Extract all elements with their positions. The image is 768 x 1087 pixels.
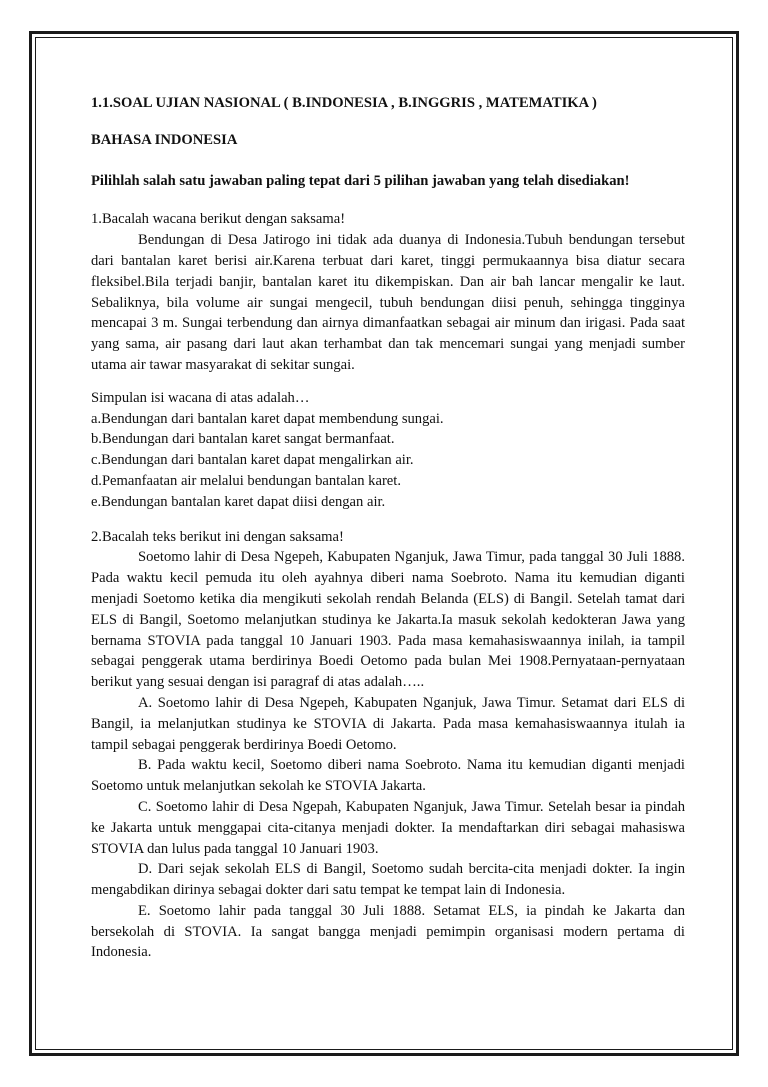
option-D: D. Dari sejak sekolah ELS di Bangil, Soetomo sudah bercita-cita menjadi dokter. Ia ingin mengabdikan dirinya sebagai dokter dari satu tempat ke tempat lain di Indonesia. xyxy=(91,861,685,899)
question-1 xyxy=(91,209,685,512)
option-e: e.Bendungan bantalan karet dapat diisi dengan air. xyxy=(91,493,386,510)
option-B: B. Pada waktu kecil, Soetomo diberi nama Soebroto. Nama itu kemudian diganti menjadi Soetomo untuk melanjutkan sekolah ke STOVIA Jakarta. xyxy=(91,757,685,795)
question-1-choices xyxy=(91,388,685,513)
question-2-passage: Soetomo lahir di Desa Ngepeh, Kabupaten Nganjuk, Jawa Timur, pada tanggal 30 Juli 1888. Pada waktu kecil pemuda itu oleh ayahnya diberi nama Soebroto. Nama itu kemudian diganti menjadi Soetomo ketika dia mengikuti sekolah rendah Belanda (ELS) di Bangil. Setelah tamat dari ELS di Bangil, Soetomo melanjutkan studinya ke Jakarta.Ia masuk sekolah kedokteran Jawa yang bernama STOVIA pada tanggal 10 Januari 1903. Pada masa kemahasiswaannya inilah, ia tampil sebagai penggerak utama berdirinya Boedi Oetomo pada bulan Mei 1908.Pernyataan-pernyataan berikut yang sesuai dengan isi paragraf di atas adalah….. xyxy=(91,549,685,691)
question-2-prompt: 2.Bacalah teks berikut ini dengan saksama! xyxy=(91,528,344,545)
question-1-passage: Bendungan di Desa Jatirogo ini tidak ada duanya di Indonesia.Tubuh bendungan tersebut dari bantalan karet berisi air.Karena terbuat dari karet, tinggi permukaannya bisa diatur secara fleksibel.Bila terjadi banjir, bantalan karet itu dikempiskan. Dan air bah lancar mengalir ke laut. Sebaliknya, bila volume air sungai mengecil, tubuh bendungan diisi penuh, sehingga tingginya mencapai 3 m. Sungai terbendung dan airnya dimanfaatkan sebagai air minum dan irigasi. Pada saat yang sama, air pasang dari laut akan terhambat dan tak mencemari sungai yang menjadi sumber utama air tawar masyarakat di sekitar sungai. xyxy=(91,232,685,373)
document-title: 1.1.SOAL UJIAN NASIONAL ( B.INDONESIA , B.INGGRIS , MATEMATIKA ) xyxy=(91,95,597,111)
section-title: BAHASA INDONESIA xyxy=(91,131,238,148)
question-1-stem: Simpulan isi wacana di atas adalah… xyxy=(91,389,310,406)
option-d: d.Pemanfaatan air melalui bendungan bantalan karet. xyxy=(91,472,401,489)
instruction-text: Pilihlah salah satu jawaban paling tepat dari 5 pilihan jawaban yang telah disediakan! xyxy=(91,172,630,189)
option-b: b.Bendungan dari bantalan karet sangat bermanfaat. xyxy=(91,431,395,448)
question-1-prompt: 1.Bacalah wacana berikut dengan saksama! xyxy=(91,211,346,228)
option-c: c.Bendungan dari bantalan karet dapat mengalirkan air. xyxy=(91,452,414,469)
option-a: a.Bendungan dari bantalan karet dapat membendung sungai. xyxy=(91,410,444,427)
question-2 xyxy=(91,527,685,964)
option-A: A. Soetomo lahir di Desa Ngepeh, Kabupaten Nganjuk, Jawa Timur. Setamat dari ELS di Bangil, ia melanjutkan studinya ke STOVIA di Jakarta. Pada masa kemahasiswaannya itulah ia tampil sebagai penggerak berdirinya Boedi Oetomo. xyxy=(91,694,685,753)
document-body xyxy=(91,93,685,963)
option-E: E. Soetomo lahir pada tanggal 30 Juli 1888. Setamat ELS, ia pindah ke Jakarta dan bersekolah di STOVIA. Ia sangat bangga menjadi pemimpin organisasi modern pertama di Indonesia. xyxy=(91,902,685,961)
option-C: C. Soetomo lahir di Desa Ngepah, Kabupaten Nganjuk, Jawa Timur. Setelah besar ia pindah ke Jakarta untuk menggapai cita-citanya menjadi dokter. Ia mendaftarkan diri sebagai mahasiswa STOVIA dan lulus pada tanggal 10 Januari 1903. xyxy=(91,798,685,857)
